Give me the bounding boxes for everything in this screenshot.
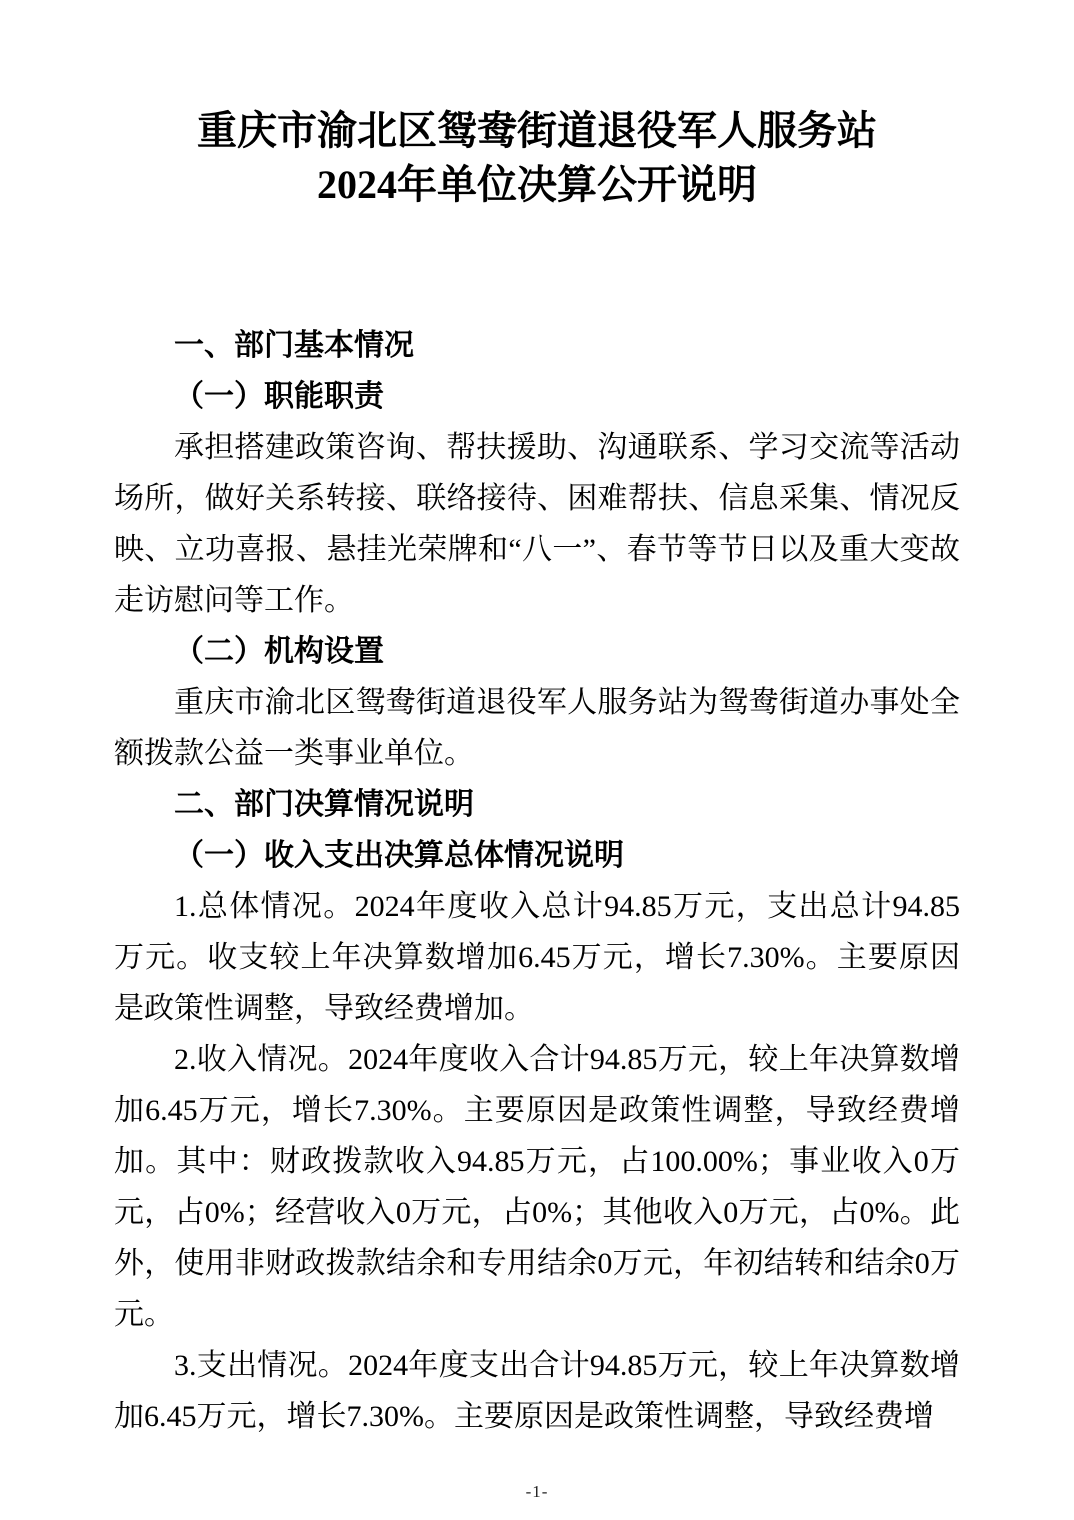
page-number: -1- <box>525 1482 549 1501</box>
paragraph-functions: 承担搭建政策咨询、帮扶援助、沟通联系、学习交流等活动场所，做好关系转接、联络接待、困难帮扶、信息采集、情况反映、立功喜报、悬挂光荣牌和“八一”、春节等节日以及重大变故走访慰问等工作。 <box>114 431 960 617</box>
paragraph-expenditure-situation: 3.支出情况。2024年度支出合计94.85万元，较上年决算数增加6.45万元，增长7.30%。主要原因是政策性调整，导致经费增 <box>114 1349 960 1433</box>
subsection-heading-overall-income-expenditure: （一）收入支出决算总体情况说明 <box>174 839 624 872</box>
section-heading-final-accounts: 二、部门决算情况说明 <box>174 788 474 821</box>
subsection-heading-organization: （二）机构设置 <box>174 635 384 668</box>
title-line-2: 2024年单位决算公开说明 <box>317 162 757 207</box>
section-heading-department-basics: 一、部门基本情况 <box>174 329 414 362</box>
paragraph-organization: 重庆市渝北区鸳鸯街道退役军人服务站为鸳鸯街道办事处全额拨款公益一类事业单位。 <box>114 686 960 770</box>
title-line-1: 重庆市渝北区鸳鸯街道退役军人服务站 <box>197 108 877 153</box>
paragraph-overall-situation: 1.总体情况。2024年度收入总计94.85万元，支出总计94.85万元。收支较上年决算数增加6.45万元，增长7.30%。主要原因是政策性调整，导致经费增加。 <box>114 890 960 1025</box>
document-title <box>0 0 1074 212</box>
subsection-heading-functions: （一）职能职责 <box>174 380 384 413</box>
paragraph-income-situation: 2.收入情况。2024年度收入合计94.85万元，较上年决算数增加6.45万元，增长7.30%。主要原因是政策性调整，导致经费增加。其中：财政拨款收入94.85万元，占100.00%；事业收入0万元，占0%；经营收入0万元，占0%；其他收入0万元，占0%。此外，使用非财政拨款结余和专用结余0万元，年初结转和结余0万元。 <box>114 1043 960 1331</box>
document-body <box>114 320 960 1442</box>
